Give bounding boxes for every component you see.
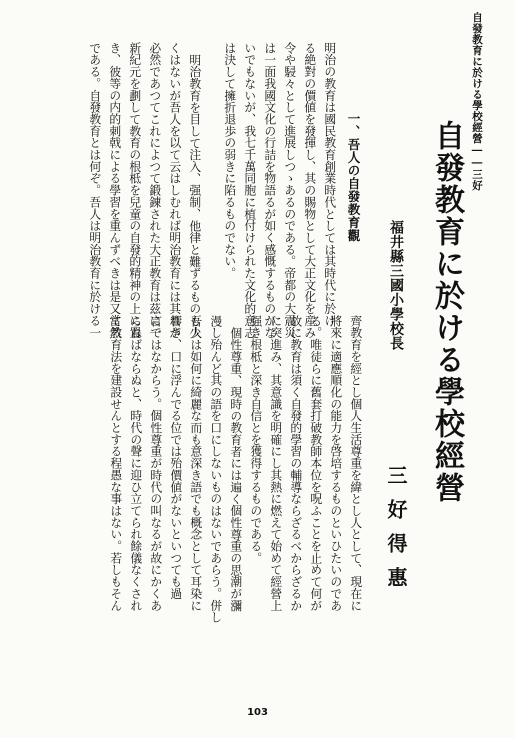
author-affiliation: 福井縣三國小學校長 [388, 220, 404, 351]
text-line: 明治教育を目して注入、强制、他律と難ずるものも少 [187, 54, 202, 339]
article-title: 自發教育に於ける學校經營 [429, 120, 464, 504]
text-line: いでもないが、我七千萬同胞に植付けられた文化的意志 [242, 42, 257, 339]
text-line: て教育法を建設せんとする程愚な事はない。若しもそん [108, 315, 123, 612]
running-header: 自發教育に於ける學校經營――三好 [471, 12, 483, 191]
text-line: 將來に適應順化の能力を啓培するものといひたいのであ [328, 315, 343, 612]
text-line: は決して擁折退歩の弱きに陷るものでない。 [222, 42, 237, 279]
text-line: 響き、口に浮んでる位では殆價値がないといつても過 [168, 315, 183, 600]
text-line: 明治の教育は國民教育創業時代としては其時代に於け [322, 42, 337, 327]
text-line: くはないが吾人を以て云はしむれば明治教育には其れが [167, 42, 182, 339]
text-line: らねばならぬと、時代の聲に迎ひ立てられ餘儀なくされ [128, 315, 143, 612]
text-line: る。唯徒らに舊套打破教師本位を呪ふことを止めて何が [308, 315, 323, 612]
author-name: 三好得惠 [384, 465, 408, 601]
section-heading: 一、吾人の自發教育觀 [346, 112, 361, 242]
text-line: は一面我國文化の行詰を物語るが如く感慨するものがな [262, 42, 277, 339]
text-line: 言ではなからう。個性尊重が時代の叫なるが故にかくあ [148, 315, 163, 612]
text-line: る絶對の價値を發揮し、其の賜物として大正文化を産み [302, 42, 317, 339]
text-line: である。自發教育とは何ぞ。吾人は明治教育に於ける一 [87, 42, 102, 339]
text-line: 令や駸々として進展しつゝあるのである。帝都の大震災 [282, 42, 297, 339]
text-line: 强き根柢と深き自信とを獲得するものである。 [248, 315, 263, 564]
text-line: 吾人は如何に綺麗な而も意深き語でも概念として耳染に [188, 315, 203, 612]
page-number: 103 [247, 707, 268, 718]
text-line: 漫し殆んど其の語を口にしないものはないであらう。併し [208, 315, 223, 624]
text-line: 故に教育は須く自發的學習の輔導ならざるべからざるか [288, 315, 303, 612]
text-line: 個性尊重、現時の教育者には遍く個性尊重の思潮が瀰 [228, 327, 243, 612]
text-line: き、彼等の内的刺戟による學習を重んずべきは是又當然 [107, 42, 122, 339]
text-line: 齊教育を經とし個人生活尊重を緯とし人として、現在に [348, 315, 363, 612]
text-line: に突進み、其意識を明確にし其熱に燃えて始めて經營上 [268, 315, 283, 612]
text-line: 必然であつてこれによつて鍛錬された大正教育は茲に一 [147, 42, 162, 339]
text-line: 新紀元を劃して教育の根柢を兒童の自發的精神の上に置 [127, 42, 142, 339]
